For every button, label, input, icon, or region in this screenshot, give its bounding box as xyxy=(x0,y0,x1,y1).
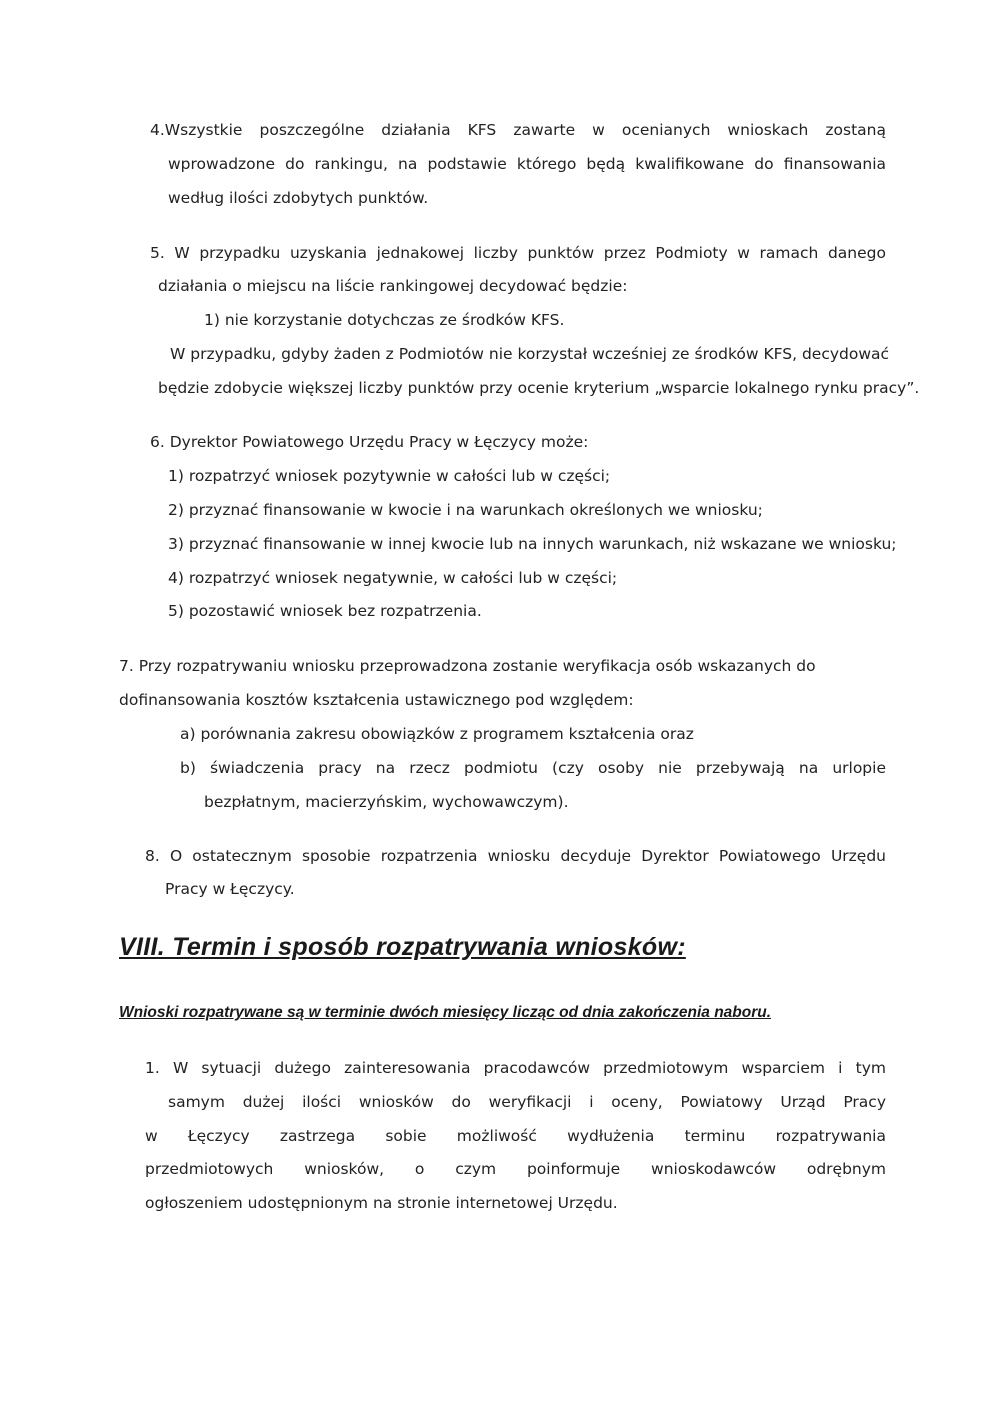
paragraph-5-line-1: 5. W przypadku uzyskania jednakowej liczby punktów przez Podmioty w ramach danego xyxy=(150,244,886,262)
paragraph-7-line-1: 7. Przy rozpatrywaniu wniosku przeprowadzona zostanie weryfikacja osób wskazanych do xyxy=(119,657,816,675)
paragraph-8-line-2: Pracy w Łęczycy. xyxy=(165,880,295,898)
paragraph-5-line-5: będzie zdobycie większej liczby punktów przy ocenie kryterium „wsparcie lokalnego rynku pracy”. xyxy=(158,379,920,397)
section-heading: VIII. Termin i sposób rozpatrywania wniosków: xyxy=(119,933,686,961)
paragraph-4-line-1: 4.Wszystkie poszczególne działania KFS zawarte w ocenianych wnioskach zostaną xyxy=(150,121,886,139)
paragraph-5-item-1: 1) nie korzystanie dotychczas ze środków KFS. xyxy=(204,311,565,329)
paragraph-6-item-4: 4) rozpatrzyć wniosek negatywnie, w całości lub w części; xyxy=(168,569,618,587)
section-point-1-line-3: w Łęczycy zastrzega sobie możliwość wydłużenia terminu rozpatrywania xyxy=(145,1127,886,1145)
paragraph-4-line-2: wprowadzone do rankingu, na podstawie którego będą kwalifikowane do finansowania xyxy=(168,155,886,173)
paragraph-7-item-b: b) świadczenia pracy na rzecz podmiotu (czy osoby nie przebywają na urlopie xyxy=(180,759,886,777)
paragraph-7-line-2: dofinansowania kosztów kształcenia ustawicznego pod względem: xyxy=(119,691,634,709)
paragraph-8-line-1: 8. O ostatecznym sposobie rozpatrzenia wniosku decyduje Dyrektor Powiatowego Urzędu xyxy=(145,847,886,865)
paragraph-5-line-4: W przypadku, gdyby żaden z Podmiotów nie korzystał wcześniej ze środków KFS, decydować xyxy=(170,345,890,363)
paragraph-5-line-2: działania o miejscu na liście rankingowej decydować będzie: xyxy=(158,277,628,295)
paragraph-6-item-5: 5) pozostawić wniosek bez rozpatrzenia. xyxy=(168,602,482,620)
paragraph-7-item-a: a) porównania zakresu obowiązków z programem kształcenia oraz xyxy=(180,725,694,743)
paragraph-4-line-3: według ilości zdobytych punktów. xyxy=(168,189,429,207)
paragraph-6-intro: 6. Dyrektor Powiatowego Urzędu Pracy w Łęczycy może: xyxy=(150,433,589,451)
paragraph-6-item-2: 2) przyznać finansowanie w kwocie i na warunkach określonych we wniosku; xyxy=(168,501,763,519)
paragraph-7-item-b-continued: bezpłatnym, macierzyńskim, wychowawczym). xyxy=(204,793,569,811)
section-point-1-line-2: samym dużej ilości wniosków do weryfikacji i oceny, Powiatowy Urząd Pracy xyxy=(168,1093,886,1111)
paragraph-6-item-3: 3) przyznać finansowanie w innej kwocie lub na innych warunkach, niż wskazane we wniosku; xyxy=(168,535,897,553)
paragraph-6-item-1: 1) rozpatrzyć wniosek pozytywnie w całości lub w części; xyxy=(168,467,611,485)
section-subheading: Wnioski rozpatrywane są w terminie dwóch miesięcy licząc od dnia zakończenia naboru. xyxy=(119,1004,772,1021)
section-point-1-line-1: 1. W sytuacji dużego zainteresowania pracodawców przedmiotowym wsparciem i tym xyxy=(145,1059,886,1077)
section-point-1-line-4: przedmiotowych wniosków, o czym poinformuje wnioskodawców odrębnym xyxy=(145,1160,886,1178)
section-point-1-line-5: ogłoszeniem udostępnionym na stronie internetowej Urzędu. xyxy=(145,1194,618,1212)
